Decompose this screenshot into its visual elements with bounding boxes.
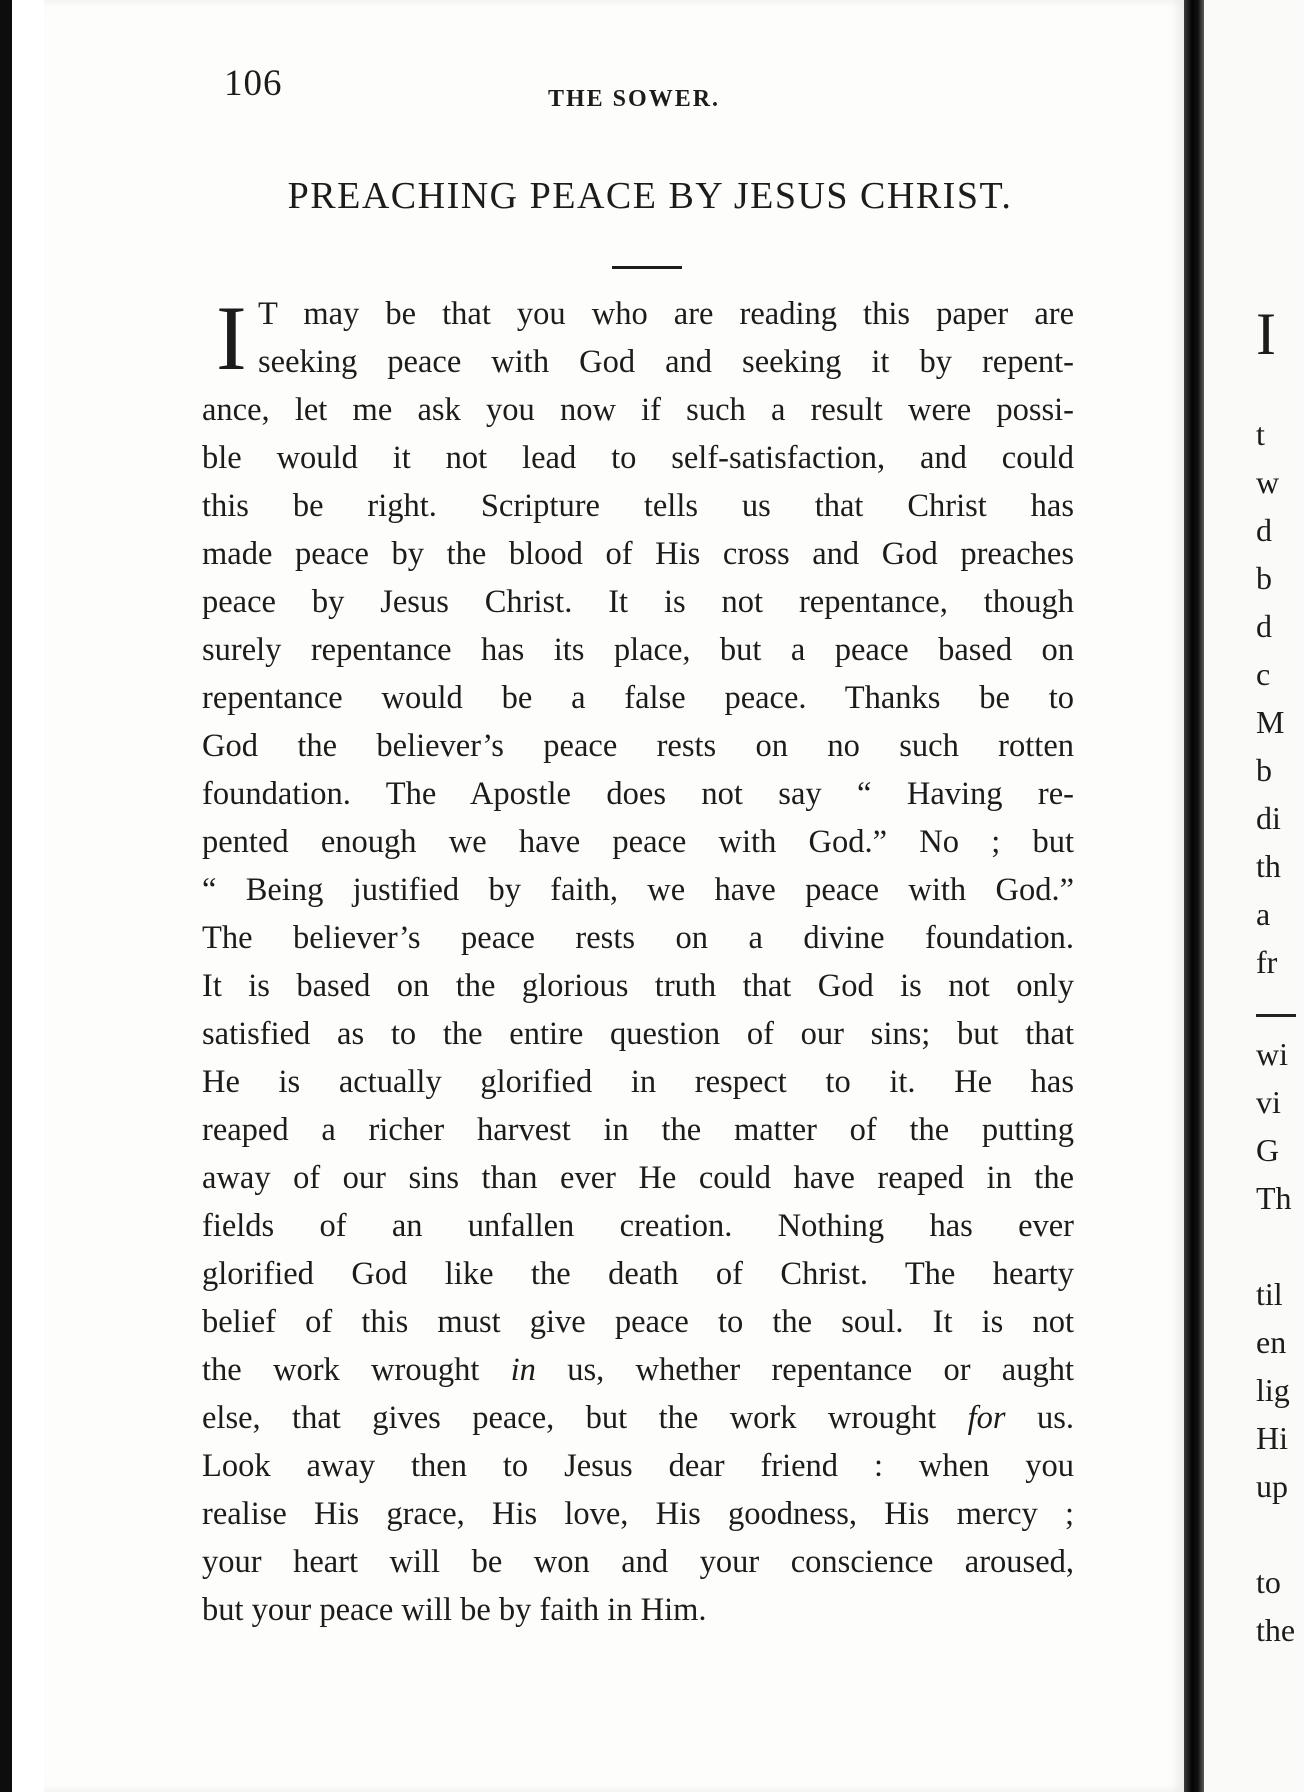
body-line: peace by Jesus Christ. It is not repentance, though <box>202 584 1074 620</box>
body-line: foundation. The Apostle does not say “ Having re- <box>202 776 1074 812</box>
body-line: ance, let me ask you now if such a result were possi- <box>202 392 1074 428</box>
body-line: He is actually glorified in respect to it. He has <box>202 1064 1074 1100</box>
facing-fragment: d <box>1256 608 1272 644</box>
page-number: 106 <box>224 63 283 104</box>
facing-fragment: fr <box>1256 944 1278 980</box>
book-gutter <box>1184 0 1204 1792</box>
body-line: God the believer’s peace rests on no such rotten <box>202 728 1074 764</box>
body-line: your heart will be won and your conscience aroused, <box>202 1544 1074 1580</box>
body-line: seeking peace with God and seeking it by repent- <box>258 344 1074 380</box>
scan-edge <box>0 0 12 1792</box>
body-line: T may be that you who are reading this paper are <box>258 296 1074 332</box>
facing-fragment: b <box>1256 560 1272 596</box>
facing-fragment: M <box>1256 704 1285 740</box>
body-line: The believer’s peace rests on a divine foundation. <box>202 920 1074 956</box>
facing-fragment: b <box>1256 752 1272 788</box>
facing-fragment: th <box>1256 848 1281 884</box>
text-span: else, that gives peace, but the work wrought <box>202 1400 968 1436</box>
facing-fragment: Th <box>1256 1180 1292 1216</box>
text-span: us, whether repentance or aught <box>535 1352 1075 1388</box>
facing-page <box>1204 0 1304 1792</box>
facing-fragment: w <box>1256 464 1280 500</box>
body-line: Look away then to Jesus dear friend : when you <box>202 1448 1074 1484</box>
body-line <box>202 1346 1074 1394</box>
facing-fragment: t <box>1256 416 1265 452</box>
facing-fragment: di <box>1256 800 1281 836</box>
body-line: fields of an unfallen creation. Nothing has ever <box>202 1208 1074 1244</box>
facing-rule <box>1256 1014 1296 1017</box>
body-line: “ Being justified by faith, we have peace with God.” <box>202 872 1074 908</box>
italic-word: in <box>510 1352 536 1388</box>
body-line: It is based on the glorious truth that God is not only <box>202 968 1074 1004</box>
drop-cap: I <box>216 287 247 389</box>
facing-fragment: wi <box>1256 1036 1288 1072</box>
body-line: this be right. Scripture tells us that Christ has <box>202 488 1074 524</box>
text-span: us. <box>1005 1400 1074 1436</box>
running-head: THE SOWER. <box>548 86 721 112</box>
body-line: but your peace will be by faith in Him. <box>202 1592 707 1628</box>
body-line: repentance would be a false peace. Thanks be to <box>202 680 1074 716</box>
body-line: belief of this must give peace to the soul. It is not <box>202 1304 1074 1340</box>
facing-fragment: I <box>1256 301 1276 367</box>
article-title: PREACHING PEACE BY JESUS CHRIST. <box>287 175 1013 217</box>
facing-fragment: to <box>1256 1564 1281 1600</box>
body-line: satisfied as to the entire question of our sins; but that <box>202 1016 1074 1052</box>
body-line: glorified God like the death of Christ. The hearty <box>202 1256 1074 1292</box>
body-line: away of our sins than ever He could have reaped in the <box>202 1160 1074 1196</box>
title-rule <box>612 266 682 269</box>
body-line <box>202 1394 1074 1442</box>
body-line: surely repentance has its place, but a peace based on <box>202 632 1074 668</box>
facing-fragment: up <box>1256 1468 1288 1504</box>
facing-fragment: til <box>1256 1276 1283 1312</box>
text-span: the work wrought <box>202 1352 511 1388</box>
body-line: pented enough we have peace with God.” No ; but <box>202 824 1074 860</box>
article-body <box>202 287 1075 1634</box>
facing-fragment: the <box>1256 1612 1296 1648</box>
italic-word: for <box>967 1400 1006 1436</box>
facing-fragment: c <box>1256 656 1271 692</box>
body-line: ble would it not lead to self-satisfaction, and could <box>202 440 1074 476</box>
facing-fragment: en <box>1256 1324 1287 1360</box>
body-line: realise His grace, His love, His goodness, His mercy ; <box>202 1496 1074 1532</box>
facing-fragment: vi <box>1256 1084 1281 1120</box>
body-line: reaped a richer harvest in the matter of the putting <box>202 1112 1074 1148</box>
facing-fragment: G <box>1256 1132 1280 1168</box>
facing-fragment: Hi <box>1256 1420 1288 1456</box>
facing-fragment: a <box>1256 896 1271 932</box>
facing-fragment: d <box>1256 512 1272 548</box>
facing-fragment: lig <box>1256 1372 1290 1408</box>
body-line: made peace by the blood of His cross and God preaches <box>202 536 1074 572</box>
